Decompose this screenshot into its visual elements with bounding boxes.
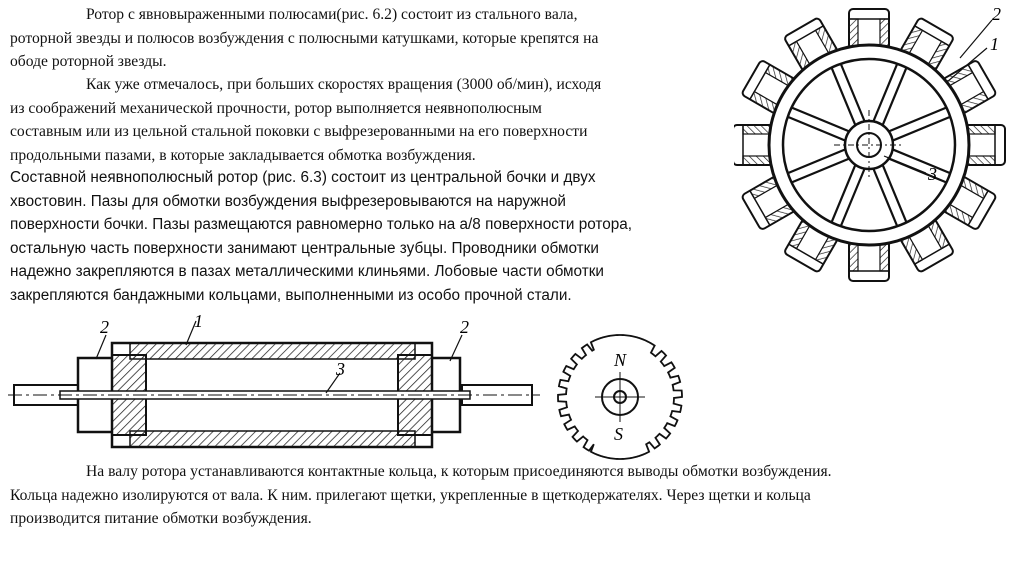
pole-label-n: N (614, 350, 627, 370)
text-line: На валу ротора устанавливаются контактные кольца, к которым присоединяются выводы обмотки возбуждения. (86, 463, 832, 480)
text-line: составным или из цельной стальной поковки с выфрезерованными на его поверхности (10, 123, 588, 140)
text-line: ободе роторной звезды. (10, 53, 167, 70)
barrel-wall-top (130, 343, 415, 359)
figure-label-1: 1 (990, 34, 999, 54)
pole (965, 125, 1005, 165)
text-line: продольными пазами, в которые закладывается обмотка возбуждения. (10, 146, 476, 164)
figure-label-2-right: 2 (460, 317, 469, 337)
figure-label-2-left: 2 (100, 317, 109, 337)
text-line: Как уже отмечалось, при больших скоростях вращения (3000 об/мин), исходя (86, 76, 602, 93)
paragraph-non-salient-rotor (10, 73, 730, 167)
text-line: Кольца надежно изолируются от вала. К ним. прилегают щетки, укрепленные в щеткодержателях. Через щетки и кольца (10, 486, 811, 504)
rotor-cross-section-figure (545, 322, 695, 472)
paragraph-slip-rings (10, 460, 1020, 531)
figure-label-3: 3 (928, 164, 937, 184)
text-line: надежно закрепляются в пазах металлическими клиньями. Лобовые части обмотки (10, 263, 604, 280)
text-line: закрепляются бандажными кольцами, выполненными из особо прочной стали. (10, 286, 572, 304)
pole-label-s: S (614, 424, 623, 444)
cylindrical-rotor-figure (0, 313, 540, 453)
barrel-wall-bottom (130, 431, 415, 447)
text-line: производится питание обмотки возбуждения. (10, 510, 312, 527)
paragraph-composite-rotor (10, 166, 730, 307)
pole (849, 9, 889, 49)
text-line: поверхности бочки. Пазы размещаются равномерно только на а/8 поверхности ротора, (10, 216, 632, 233)
text-line: из соображений механической прочности, ротор выполняется неявнополюсным (10, 99, 542, 117)
text-line: остальную часть поверхности занимают центральные зубцы. Проводники обмотки (10, 239, 599, 257)
leader-line-2 (960, 20, 992, 58)
paragraph-salient-pole-rotor (10, 3, 730, 74)
text-line: Ротор с явновыраженными полюсами(рис. 6.2) состоит из стального вала, (86, 6, 578, 23)
salient-pole-rotor-figure (734, 0, 1024, 300)
figure-label-2: 2 (992, 4, 1001, 24)
figure-label-1: 1 (194, 313, 203, 331)
text-line: роторной звезды и полюсов возбуждения с полюсными катушками, которые крепятся на (10, 29, 599, 47)
pole (734, 125, 773, 165)
leader-line-2-left (96, 335, 106, 359)
pole (849, 241, 889, 281)
text-line: Составной неявнополюсный ротор (рис. 6.3) состоит из центральной бочки и двух (10, 169, 596, 186)
text-line: хвостовин. Пазы для обмотки возбуждения выфрезеровываются на наружной (10, 192, 566, 210)
figure-label-3: 3 (336, 359, 345, 379)
